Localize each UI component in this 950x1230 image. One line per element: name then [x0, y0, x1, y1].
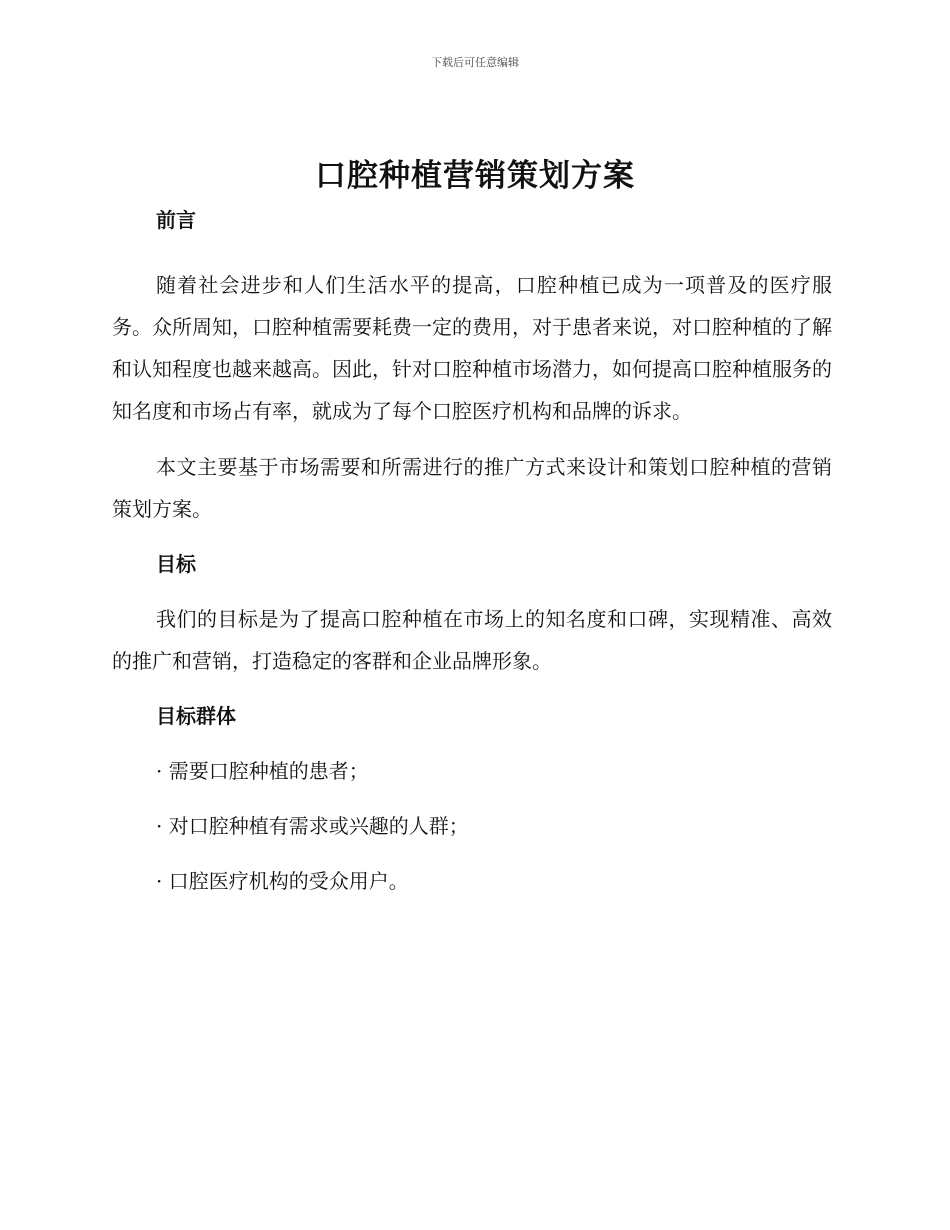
preface-paragraph-1: 随着社会进步和人们生活水平的提高，口腔种植已成为一项普及的医疗服务。众所周知，口腔种植需要耗费一定的费用，对于患者来说，对口腔种植的了解和认知程度也越来越高。因此，针对口腔种植市场潜力，如何提高口腔种植服务的知名度和市场占有率，就成为了每个口腔医疗机构和品牌的诉求。: [112, 273, 832, 423]
list-item: · 口腔医疗机构的受众用户。: [156, 869, 409, 893]
section-heading-preface: 前言: [156, 208, 196, 232]
section-heading-goal: 目标: [156, 552, 196, 576]
document-body: [112, 204, 832, 897]
list-item: · 对口腔种植有需求或兴趣的人群；: [156, 814, 469, 838]
document-title: 口腔种植营销策划方案: [315, 158, 635, 194]
goal-paragraph: 我们的目标是为了提高口腔种植在市场上的知名度和口碑，实现精准、高效的推广和营销，打造稳定的客群和企业品牌形象。: [112, 607, 832, 673]
section-heading-audience: 目标群体: [156, 704, 236, 728]
header-note: 下载后可任意编辑: [431, 56, 519, 69]
list-item: · 需要口腔种植的患者；: [156, 759, 369, 783]
preface-paragraph-2: 本文主要基于市场需要和所需进行的推广方式来设计和策划口腔种植的营销策划方案。: [112, 455, 832, 521]
